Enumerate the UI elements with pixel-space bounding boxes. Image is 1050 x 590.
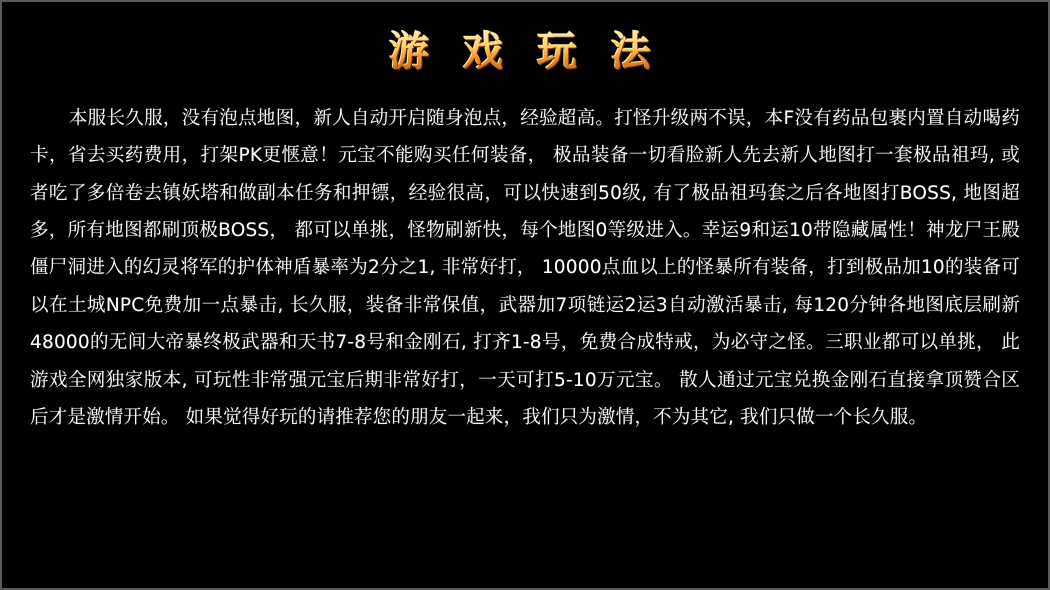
gameplay-description: 本服长久服，没有泡点地图，新人自动开启随身泡点，经验超高。打怪升级两不误，本F没有药品包裹内置自动喝药卡，省去买药费用，打架PK更惬意！元宝不能购买任何装备， 极品装备一切看脸新人先去新人地图打一套极品祖玛, 或者吃了多倍卷去镇妖塔和做副本任务和押镖，经验很高，可以快速到50级, 有了极品祖玛套之后各地图打BOSS, 地图超多，所有地图都刷顶极BOSS， 都可以单挑，怪物刷新快，每个地图0等级进入。幸运9和运10带隐藏属性！神龙尸王殿僵尸洞进入的幻灵将军的护体神盾暴率为2分之1, 非常好打， 10000点血以上的怪暴所有装备，打到极品加10的装备可以在土城NPC免费加一点暴击, 长久服，装备非常保值，武器加7项链运2运3自动激活暴击, 每120分钟各地图底层刷新48000的无间大帝暴终极武器和天书7-8号和金刚石, 打齐1-8号，免费合成特戒，为必守之怪。三职业都可以单挑， 此游戏全网独家版本, 可玩性非常强元宝后期非常好打，一天可打5-10万元宝。 散人通过元宝兑换金刚石直接拿顶赞合区后才是激情开始。 如果觉得好玩的请推荐您的朋友一起来，我们只为激情，不为其它, 我们只做一个长久服。	[30, 108, 1020, 428]
page-title: 游 戏 玩 法	[2, 30, 1048, 74]
